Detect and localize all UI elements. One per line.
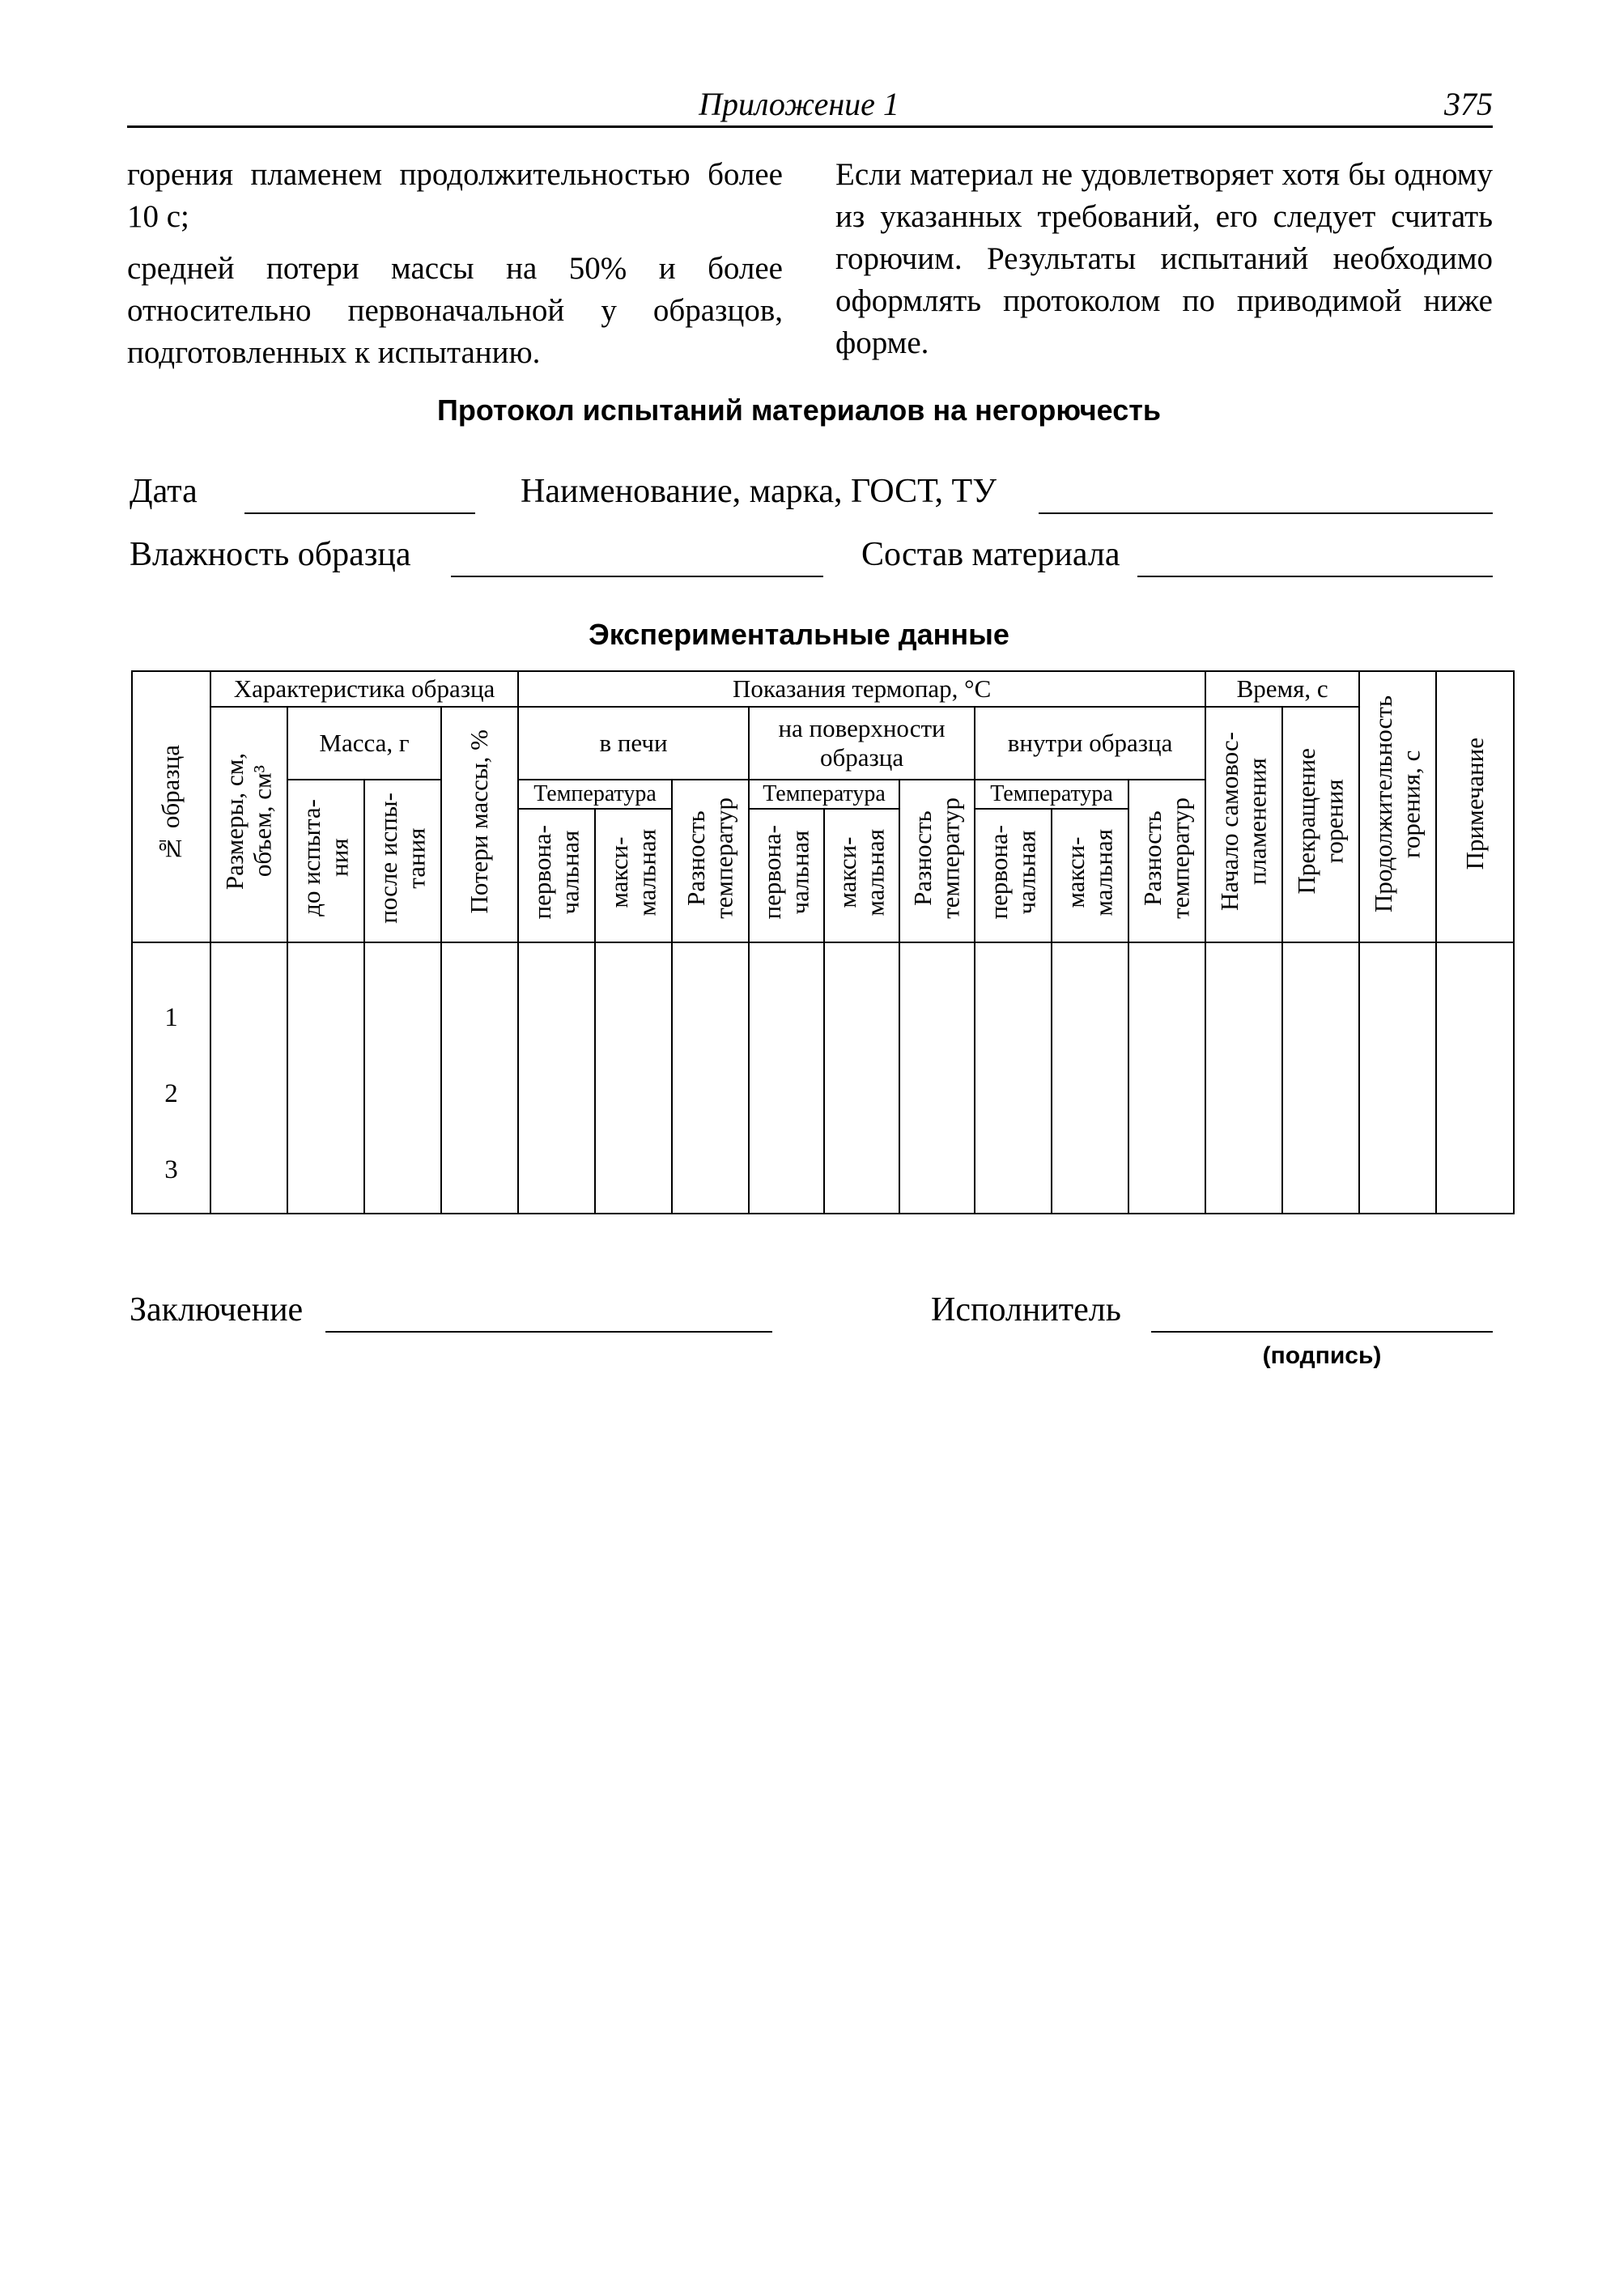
composition-field-line[interactable] bbox=[1137, 576, 1493, 577]
header-thermocouple-readings: Показания термопар, °С bbox=[518, 671, 1205, 707]
header-burn-stop: Прекращение горения bbox=[1282, 707, 1359, 942]
sample-numbers-cell bbox=[132, 942, 210, 1214]
header-burn-duration: Продолжительность горения, с bbox=[1359, 671, 1436, 942]
header-temp-difference: Разность температур bbox=[672, 780, 749, 942]
header-temp-difference: Разность температур bbox=[1128, 780, 1205, 942]
results-table bbox=[131, 670, 1515, 1214]
name-field-line[interactable] bbox=[1039, 512, 1493, 514]
name-label: Наименование, марка, ГОСТ, ТУ bbox=[521, 473, 997, 510]
composition-label: Состав материала bbox=[861, 536, 1120, 573]
header-self-ignition: Начало самовос- пламенения bbox=[1205, 707, 1282, 942]
sample-number: 3 bbox=[164, 1155, 178, 1184]
data-cell[interactable] bbox=[210, 942, 287, 1214]
data-cell[interactable] bbox=[1282, 942, 1359, 1214]
data-cell[interactable] bbox=[287, 942, 364, 1214]
intro-paragraph: Если материал не удовлетворяет хотя бы одному из указанных требований, его следует считать горючим. Результаты испытаний необходимо оформлять протоколом по приводимой ниже форме. bbox=[835, 157, 1493, 360]
header-mass: Масса, г bbox=[287, 707, 441, 780]
sample-number: 2 bbox=[164, 1079, 178, 1108]
header-mass-before: до испыта- ния bbox=[287, 780, 364, 942]
header-mass-loss: Потери массы, % bbox=[441, 707, 518, 942]
data-cell[interactable] bbox=[672, 942, 749, 1214]
header-on-surface: на поверхности образца bbox=[749, 707, 975, 780]
sample-number: 1 bbox=[164, 1003, 178, 1032]
header-inside-sample: внутри образца bbox=[975, 707, 1205, 780]
intro-paragraph: средней потери массы на 50% и более относительно первоначальной у образцов, подготовленных к испытанию. bbox=[127, 251, 783, 370]
conclusion-label: Заключение bbox=[130, 1291, 304, 1329]
intro-right-column bbox=[835, 154, 1493, 374]
header-temp-maximum: макси- мальная bbox=[824, 809, 899, 942]
header-in-furnace: в печи bbox=[518, 707, 749, 780]
header-temp-initial: первона- чальная bbox=[518, 809, 595, 942]
running-header-title: Приложение 1 bbox=[699, 86, 899, 122]
executor-signature-line[interactable] bbox=[1151, 1331, 1493, 1333]
header-rule bbox=[127, 125, 1493, 128]
data-cell[interactable] bbox=[1359, 942, 1436, 1214]
data-cell[interactable] bbox=[824, 942, 899, 1214]
header-dimensions: Размеры, см, объем, см³ bbox=[210, 707, 287, 942]
data-cell[interactable] bbox=[1128, 942, 1205, 1214]
header-temp-maximum: макси- мальная bbox=[595, 809, 672, 942]
intro-left-column bbox=[127, 154, 783, 384]
data-cell[interactable] bbox=[364, 942, 441, 1214]
humidity-field-line[interactable] bbox=[451, 576, 823, 577]
header-mass-after: после испы- тания bbox=[364, 780, 441, 942]
page-number: 375 bbox=[1444, 86, 1493, 122]
executor-label: Исполнитель bbox=[931, 1291, 1121, 1329]
data-cell[interactable] bbox=[899, 942, 975, 1214]
header-temp-difference: Разность температур bbox=[899, 780, 975, 942]
date-field-line[interactable] bbox=[244, 512, 475, 514]
date-label: Дата bbox=[130, 473, 198, 510]
header-temp-maximum: макси- мальная bbox=[1052, 809, 1128, 942]
data-cell[interactable] bbox=[749, 942, 824, 1214]
data-cell[interactable] bbox=[975, 942, 1052, 1214]
header-sample-no: № образца bbox=[132, 671, 210, 942]
experimental-data-title: Экспериментальные данные bbox=[589, 618, 1009, 651]
header-temp-initial: первона- чальная bbox=[975, 809, 1052, 942]
data-cell[interactable] bbox=[441, 942, 518, 1214]
data-cell[interactable] bbox=[1436, 942, 1514, 1214]
intro-paragraph: горения пламенем продолжительностью более 10 с; bbox=[127, 157, 783, 234]
header-temp-initial: первона- чальная bbox=[749, 809, 824, 942]
humidity-label: Влажность образца bbox=[130, 536, 411, 573]
data-cell[interactable] bbox=[595, 942, 672, 1214]
header-time: Время, с bbox=[1205, 671, 1359, 707]
header-temperature: Температура bbox=[975, 780, 1128, 809]
data-cell[interactable] bbox=[518, 942, 595, 1214]
protocol-title: Протокол испытаний материалов на негорючесть bbox=[436, 393, 1162, 427]
data-cell[interactable] bbox=[1205, 942, 1282, 1214]
data-cell[interactable] bbox=[1052, 942, 1128, 1214]
header-note: Примечание bbox=[1436, 671, 1514, 942]
conclusion-field-line[interactable] bbox=[325, 1331, 772, 1333]
header-temperature: Температура bbox=[749, 780, 899, 809]
signature-note: (подпись) bbox=[1262, 1342, 1382, 1369]
header-sample-characteristics: Характеристика образца bbox=[210, 671, 518, 707]
header-temperature: Температура bbox=[518, 780, 672, 809]
